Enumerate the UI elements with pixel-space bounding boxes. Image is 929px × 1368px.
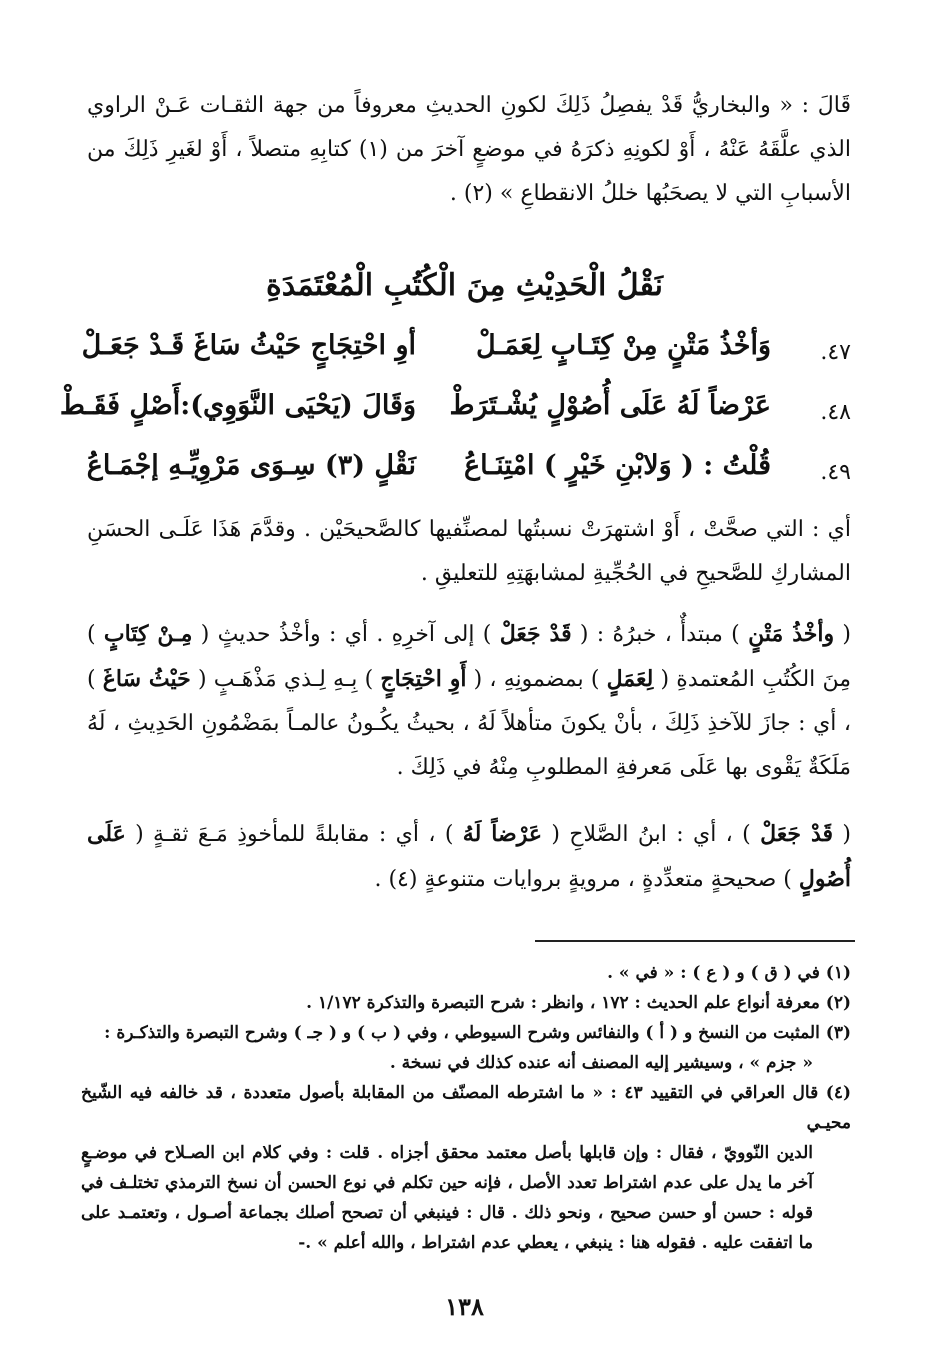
commentary-text: ) ، أي : ابنُ الصَّلاحِ (	[541, 822, 761, 847]
verse-47	[71, 330, 851, 382]
commentary-text: ) مِنَ الكُتُبِ المُعتمدةِ (	[87, 622, 852, 692]
commentary-text: ) إلى آخرِهِ . أي : وأخْذُ حديثٍ (	[192, 622, 500, 647]
footnotes	[81, 958, 851, 1258]
commentary-text: ) بِـهِ لِـذي مَذْهَـبٍ (	[190, 667, 381, 692]
footnote-text: قال العراقي في التقييد ٤٣ : « ما اشترطه المصنّف من المقابلة بأصول متعددة ، قد خالفه فيه الشّيخ محيـي	[81, 1083, 851, 1133]
quoted-verse-word: وأخْذُ مَتْنٍ	[748, 621, 835, 647]
footnote	[81, 1018, 851, 1078]
quoted-verse-word: لِعَمَلٍ	[606, 666, 654, 692]
verse-second-hemistich: نَقْلٍ (٣) سِـوَى مَرْوِيِّـهِ إجْمَـاعُ	[86, 450, 416, 481]
verse-49	[71, 450, 851, 502]
quoted-verse-word: عَلَى أُصُولٍ	[87, 821, 851, 892]
quoted-verse-word: حَيْثُ سَاغَ	[102, 666, 191, 692]
verse-first-hemistich: عَرْضاً لَهُ عَلَى أُصُوْلٍ يُشْـتَرَطْ	[449, 390, 771, 421]
commentary-text: ) ، أي : جازَ للآخذِ ذَلِكَ ، بأنْ يكونَ متأهلاً لَهُ ، بحيثُ يكُـونُ عالمـاً بمَضْمُونِ الحَدِيثِ ، لَهُ مَلَكَةٌ يَقْوى بها عَلَى مَعرفةِ المطلوبِ مِنْهُ في ذَلِكَ .	[87, 667, 851, 780]
verse-first-hemistich: وَأخْذُ مَتْنٍ مِنْ كِتَـابٍ لِعَمَـلْ	[476, 330, 771, 361]
footnote-number: (٣)	[825, 1023, 851, 1043]
footnote-text: معرفة أنواع علم الحديث : ١٧٢ ، وانظر : شرح التبصرة والتذكرة ١/١٧٢ .	[306, 993, 820, 1013]
commentary-text: ) مبتدأٌ ، خبرُهُ : (	[571, 622, 749, 647]
page-number: ١٣٨	[445, 1292, 484, 1321]
commentary-text: ) ، أي : مقابلةً للمأخوذِ مَـعَ ثقـةٍ (	[125, 822, 463, 847]
footnote-continuation: الدين النّوويّ ، فقال : وإن قابلها بأصل معتمد محقق أجزاه . قلت : وفي كلام ابن الصـلاح في موضـعٍ آخر ما يدل على عدم اشتراط تعدد الأصل ، فإنه حين تكلم في نوع الحسن أن نسخ الترمذي تختلـف في قوله : حسن أو حسن صحيح ، ونحو ذلك . قال : فينبغي أن تصحح أصلك بجماعة أصـول ، وتعتمـد على ما اتفقت عليه . فقوله هنا : ينبغي ، يعطي عدم اشتراط ، والله أعلم » .-	[81, 1143, 813, 1253]
commentary-text: ) صحيحةٍ متعدِّدةٍ ، مرويةٍ بروايات متنوعةٍ (٤) .	[374, 867, 799, 892]
verse-number: ٤٨.	[820, 400, 851, 425]
commentary-paragraph-3	[87, 812, 851, 902]
commentary-paragraph-2	[87, 612, 851, 790]
footnote-text: المثبت من النسخ و ( أ ) والنفائس وشرح السيوطي ، وفي ( ب ) و ( جـ ) وشرح التبصرة والتذكـرة :	[104, 1023, 820, 1043]
quoted-verse-word: قَدْ جَعَلْ	[499, 621, 572, 647]
verse-second-hemistich: أوِ احْتِجَاجٍ حَيْثُ سَاغَ قَـدْ جَعَـلْ	[81, 330, 416, 361]
verse-first-hemistich: قُلْتُ : ( وَلابْنِ خَيْرٍ ) امْتِنَـاعُ	[463, 450, 771, 481]
footnote	[81, 1078, 851, 1258]
footnote-continuation: « جزم » ، وسيشير إليه المصنف أنه عنده كذلك في نسخة .	[389, 1053, 813, 1073]
commentary-text: (	[834, 622, 852, 647]
quoted-verse-word: مِـنْ كِتَابٍ	[103, 621, 193, 647]
quoted-verse-word: قَدْ جَعَلْ	[760, 821, 834, 847]
quoted-verse-word: أَوِ احْتِجَاجٍ	[380, 666, 467, 692]
footnote-text: في ( ق ) و ( ع ) : « في » .	[607, 963, 820, 983]
footnote-number: (٤)	[825, 1083, 851, 1103]
commentary-text: (	[833, 822, 851, 847]
quoted-verse-word: عَرْضاً لَهُ	[462, 821, 542, 847]
intro-paragraph: قَالَ : « والبخاريُّ قَدْ يفصِلُ ذَلِكَ لكونِ الحديثِ معروفاً من جهة الثقـات عَـنْ الراوي الذي علَّقَهُ عَنْهُ ، أَوْ لكونِهِ ذكرَهُ في موضعٍ آخرَ من (١) كتابِهِ متصلاً ، أَوْ لغَيرِ ذَلِكَ من الأسبابِ التي لا يصحَبُها خللُ الانقطاعِ » (٢) .	[87, 93, 851, 206]
verse-number: ٤٩.	[820, 460, 851, 485]
footnote	[81, 958, 851, 988]
footnote-divider	[535, 940, 855, 942]
commentary-text: ) بمضمونِهِ ، (	[466, 667, 607, 692]
verse-second-hemistich: وَقَالَ (يَحْيَى النَّوَوِي):أَصْلٍ فَقَـطْ	[59, 390, 416, 421]
footnote	[81, 988, 851, 1018]
verse-48	[59, 390, 851, 442]
commentary-paragraph-1: أي : التي صحَّتْ ، أَوْ اشتهرَتْ نسبتُها لمصنِّفيها كالصَّحيحَيْن . وقدَّمَ هَذَا عَلَـى الحسَنِ المشاركِ للصَّحيحِ في الحُجِّيةِ لمشابهَتِهِ للتعليقِ .	[87, 517, 851, 586]
footnote-number: (١)	[825, 963, 851, 983]
section-heading: نَقْلُ الْحَدِيْثِ مِنَ الْكُتُبِ الْمُعْتَمَدَةِ	[265, 268, 664, 303]
footnote-number: (٢)	[825, 993, 851, 1013]
verse-number: ٤٧.	[820, 340, 851, 365]
